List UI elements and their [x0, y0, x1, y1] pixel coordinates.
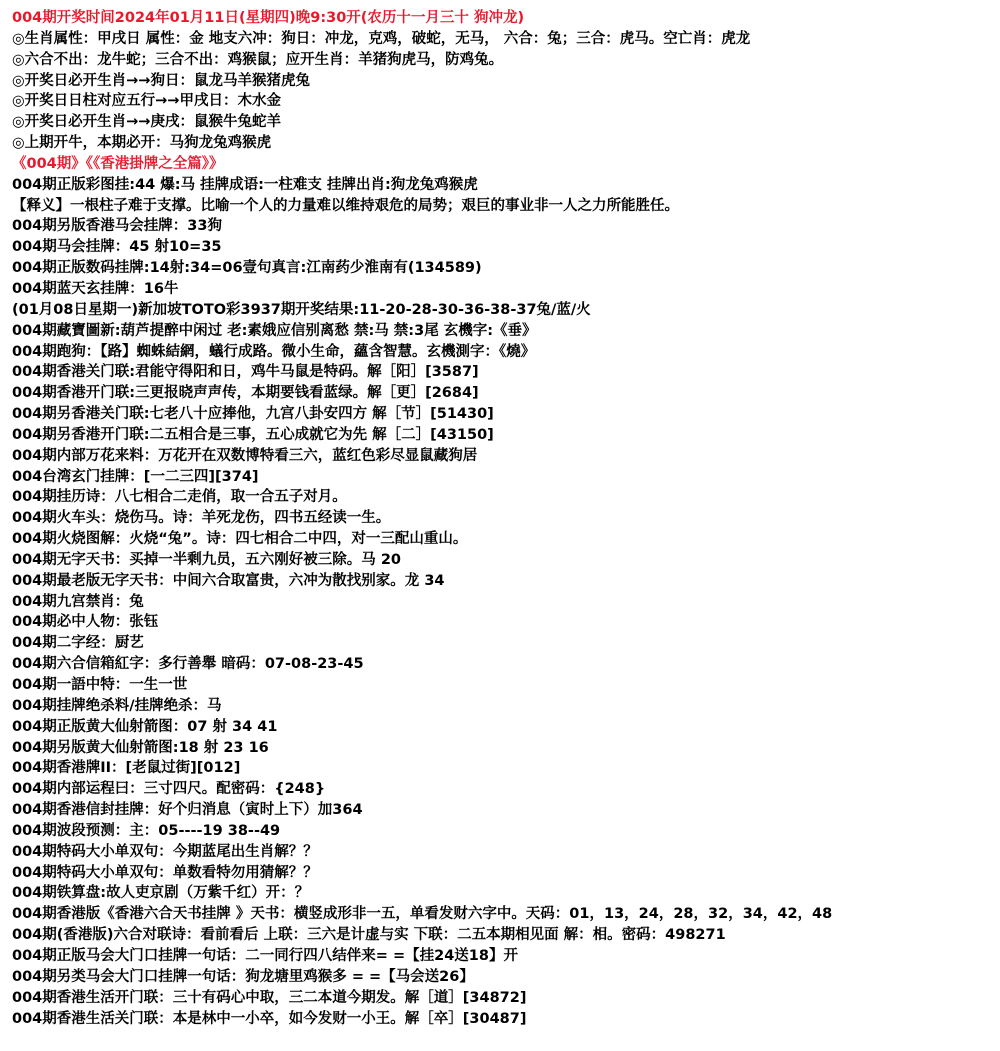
content-line: 004期正版马会大门口挂牌一句话：二一同行四八结伴来= =【挂24送18】开 [12, 947, 518, 964]
content-line: 004期另香港关门联:七老八十应捧他，九宫八卦安四方 解［节］[51430] [12, 406, 494, 423]
document-body [12, 8, 992, 1029]
content-line: 004期二字经：厨艺 [12, 635, 144, 652]
content-line: 004期正版彩图挂:44 爆:马 挂牌成语:一柱难支 挂牌出肖:狗龙兔鸡猴虎 [12, 176, 478, 193]
content-line: 004期正版数码挂牌:14射:34=06壹句真言:江南药少淮南有(134589) [12, 260, 482, 277]
content-line: 004期内部运程曰：三寸四尺。配密码：{248} [12, 781, 326, 798]
content-line: 004期另版黄大仙射箭图:18 射 23 16 [12, 739, 269, 756]
content-line: 004期香港开门联:三更报晓声声传，本期要钱看蓝绿。解［更］[2684] [12, 385, 479, 402]
content-line: 004期正版黄大仙射箭图：07 射 34 41 [12, 718, 278, 735]
content-line: 004期火车头：烧伤马。诗：羊死龙伤，四书五经读一生。 [12, 510, 391, 527]
content-line: 004期无字天书：买掉一半剩九员，五六刚好被三除。马 20 [12, 551, 401, 568]
content-lines [12, 175, 992, 1030]
content-line: 004期六合信箱紅字：多行善舉 暗码：07-08-23-45 [12, 656, 364, 673]
day-pillar-elements: ◎开奖日日柱对应五行→→甲戌日：木水金 [12, 93, 281, 110]
content-line: (01月08日星期一)新加坡TOTO彩3937期开奖结果:11-20-28-30-36-38-37兔/蓝/火 [12, 301, 591, 318]
content-line: 004期特码大小单双句：今期蓝尾出生肖解？？ [12, 843, 318, 860]
zodiac-not-out: ◎六合不出：龙牛蛇；三合不出：鸡猴鼠；应开生肖：羊猪狗虎马，防鸡兔。 [12, 51, 504, 68]
content-line: 004期香港版《香港六合天书挂牌 》天书：横竖成形非一五，单看发财六字中。天码：01，13，24，28，32，34，42，48 [12, 906, 833, 923]
must-open-gengxu: ◎开奖日必开生肖→→庚戌：鼠猴牛兔蛇羊 [12, 114, 281, 131]
content-line: 004期(香港版)六合对联诗：看前看后 上联：三六是计虚与实 下联：二五本期相见面 解：相。密码：498271 [12, 927, 726, 944]
must-open-dog-day: ◎开奖日必开生肖→→狗日：鼠龙马羊猴猪虎兔 [12, 72, 310, 89]
last-period-note: ◎上期开牛，本期必开：马狗龙兔鸡猴虎 [12, 135, 272, 152]
content-line: 004期藏寶圖新:葫芦提醉中闲过 老:素娥应信别离愁 禁:马 禁:3尾 玄機字:《垂》 [12, 322, 537, 339]
content-line: 004期另版香港马会挂牌：33狗 [12, 218, 222, 235]
content-line: 004期蓝天玄挂牌：16牛 [12, 280, 179, 297]
content-line: 004期另香港开门联:二五相合是三事，五心成就它为先 解［二］[43150] [12, 426, 494, 443]
content-line: 004期香港生活关门联：本是林中一小卒，如今发财一小王。解［卒］[30487] [12, 1010, 527, 1027]
content-line: 004期波段预测：主：05----19 38--49 [12, 822, 281, 839]
content-line: 004期最老版无字天书：中间六合取富贵，六冲为散找别家。龙 34 [12, 572, 445, 589]
content-line: 004期内部万花来料：万花开在双数博特看三六，蓝红色彩尽显鼠藏狗居 [12, 447, 478, 464]
content-line: 004期火烧图解：火烧“兔”。诗：四七相合二中四，对一三配山重山。 [12, 531, 468, 548]
content-line: 004期跑狗：【路】蜘蛛結網，蟻行成路。微小生命，蘊含智慧。玄機測字：《燒》 [12, 343, 536, 360]
content-line: 004期挂历诗：八七相合二走俏，取一合五子对月。 [12, 489, 347, 506]
content-line: 004期香港牌II：[老鼠过街][012] [12, 760, 241, 777]
content-line: 004期铁算盘:故人吏京剧（万紫千红）开：？ [12, 885, 310, 902]
content-line: 004期特码大小单双句：单数看特勿用猜解？？ [12, 864, 318, 881]
content-line: 004台湾玄门挂牌：[一二三四][374] [12, 468, 259, 485]
zodiac-attributes: ◎生肖属性：甲戌日 属性：金 地支六冲：狗日：冲龙，克鸡，破蛇，无马， 六合：兔；三合：虎马。空亡肖：虎龙 [12, 30, 751, 47]
content-line: 004期另类马会大门口挂牌一句话：狗龙塘里鸡猴多 = =【马会送26】 [12, 968, 474, 985]
content-line: 004期九宫禁肖：兔 [12, 593, 144, 610]
content-line: 004期一語中特：一生一世 [12, 677, 188, 693]
content-line: 004期香港信封挂牌：好个归消息（寅时上下）加364 [12, 802, 363, 819]
content-line: 004期香港关门联:君能守得阳和日，鸡牛马鼠是特码。解［阳］[3587] [12, 364, 479, 381]
content-line: 004期挂牌绝杀料/挂牌绝杀：马 [12, 697, 222, 714]
content-line: 004期必中人物：张钰 [12, 614, 159, 631]
section-title: 《004期》《《香港掛牌之全篇》》 [12, 155, 224, 172]
content-line: 【释义】一根柱子难于支撑。比喻一个人的力量难以维持艰危的局势；艰巨的事业非一人之力所能胜任。 [12, 197, 679, 214]
content-line: 004期马会挂牌：45 射10=35 [12, 239, 222, 256]
content-line: 004期香港生活开门联：三十有码心中取，三二本道今期发。解［道］[34872] [12, 989, 527, 1006]
draw-time-heading: 004期开奖时间2024年01月11日(星期四)晚9:30开(农历十一月三十 狗冲龙) [12, 10, 525, 26]
